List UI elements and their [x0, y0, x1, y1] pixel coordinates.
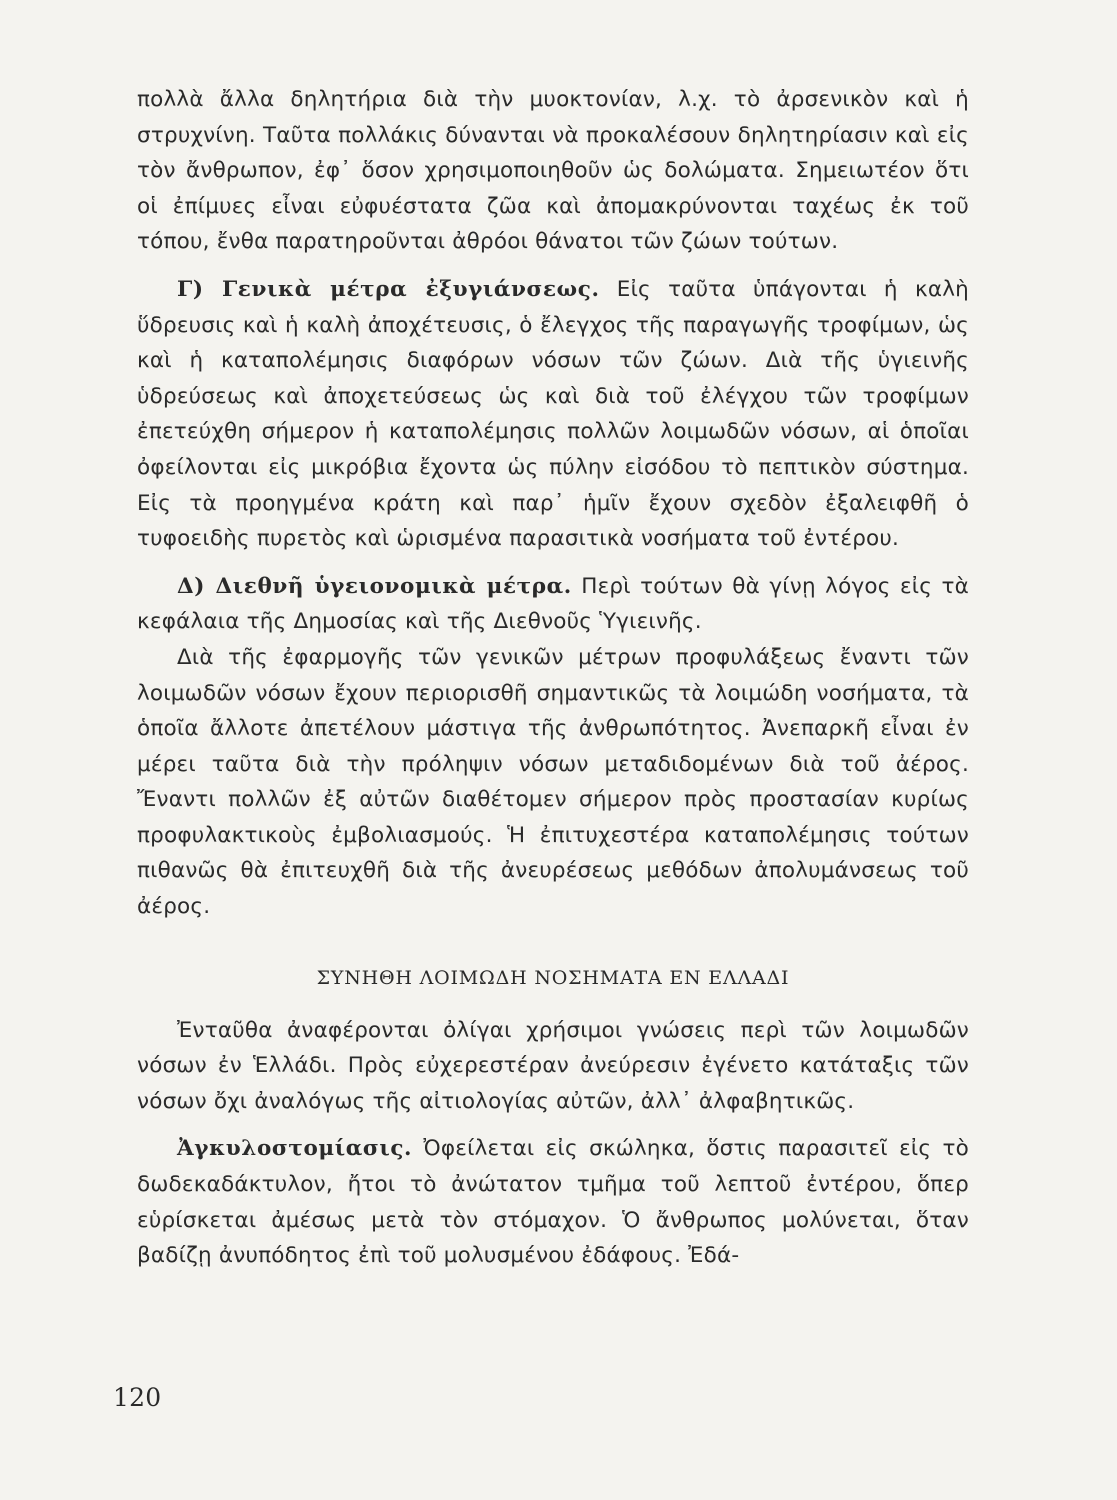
- section-title-general-sanitation: Γ) Γενικὰ μέτρα ἐξυγιάνσεως.: [177, 276, 600, 302]
- page-number: 120: [113, 1383, 162, 1412]
- section-text-international-measures: Περὶ τούτων θὰ γίνῃ λόγος εἰς τὰ κεφάλαια τῆς Δημοσίας καὶ τῆς Διεθνοῦς Ὑγιεινῆς.: [137, 573, 969, 635]
- section-text-general-sanitation: Εἰς ταῦτα ὑπάγονται ἡ καλὴ ὕδρευσις καὶ ἡ καλὴ ἀποχέτευσις, ὁ ἔλεγχος τῆς παραγωγῆς τροφίμων, ὡς καὶ ἡ καταπολέμησις διαφόρων νόσων τῶν ζώων. Διὰ τῆς ὑγιεινῆς ὑδρεύσεως καὶ ἀποχετεύσεως ὡς καὶ διὰ τοῦ ἐλέγχου τῶν τροφίμων ἐπετεύχθη σήμερον ἡ καταπολέμησις πολλῶν λοιμωδῶν νόσων, αἱ ὁποῖαι ὀφείλονται εἰς μικρόβια ἔχοντα ὡς πύλην εἰσόδου τὸ πεπτικὸν σύστημα. Εἰς τὰ προηγμένα κράτη καὶ παρ᾽ ἡμῖν ἔχουν σχεδὸν ἐξαλειφθῆ ὁ τυφοειδὴς πυρετὸς καὶ ὡρισμένα παρασιτικὰ νοσήματα τοῦ ἐντέρου.: [137, 276, 969, 552]
- paragraph-international-measures: [137, 569, 969, 640]
- paragraph-introduction: Ἐνταῦθα ἀναφέρονται ὀλίγαι χρήσιμοι γνώσεις περὶ τῶν λοιμωδῶν νόσων ἐν Ἑλλάδι. Πρὸς εὐχερεστέραν ἀνεύρεσιν ἐγένετο κατάταξις τῶν νόσων ὄχι ἀναλόγως τῆς αἰτιολογίας αὐτῶν, ἀλλ᾽ ἀλφαβητικῶς.: [137, 1017, 969, 1114]
- section-title-international-measures: Δ) Διεθνῆ ὑγειονομικὰ μέτρα.: [177, 573, 572, 599]
- paragraph-ankylostomiasis: [137, 1131, 969, 1273]
- chapter-heading: ΣΥΝΗΘΗ ΛΟΙΜΩΔΗ ΝΟΣΗΜΑΤΑ ΕΝ ΕΛΛΑΔΙ: [316, 966, 790, 989]
- paragraph-general-sanitation: [137, 272, 969, 557]
- section-title-ankylostomiasis: Ἀγκυλοστομίασις.: [177, 1136, 413, 1162]
- paragraph-rodenticides: πολλὰ ἄλλα δηλητήρια διὰ τὴν μυοκτονίαν, λ.χ. τὸ ἀρσενικὸν καὶ ἡ στρυχνίνη. Ταῦτα πολλάκις δύνανται νὰ προκαλέσουν δηλητηρίασιν καὶ εἰς τὸν ἄνθρωπον, ἐφ᾽ ὅσον χρησιμοποιηθοῦν ὡς δολώματα. Σημειωτέον ὅτι οἱ ἐπίμυες εἶναι εὐφυέστατα ζῶα καὶ ἀπομακρύνονται ταχέως ἐκ τοῦ τόπου, ἔνθα παρατηροῦνται ἀθρόοι θάνατοι τῶν ζώων τούτων.: [137, 87, 969, 255]
- section-text-ankylostomiasis: Ὀφείλεται εἰς σκώληκα, ὅστις παρασιτεῖ εἰς τὸ δωδεκαδάκτυλον, ἤτοι τὸ ἀνώτατον τμῆμα τοῦ λεπτοῦ ἐντέρου, ὅπερ εὑρίσκεται ἀμέσως μετὰ τὸν στόμαχον. Ὁ ἄνθρωπος μολύνεται, ὅταν βαδίζῃ ἀνυπόδητος ἐπὶ τοῦ μολυσμένου ἐδάφους. Ἐδά-: [137, 1136, 969, 1269]
- paragraph-general-measures-summary: Διὰ τῆς ἐφαρμογῆς τῶν γενικῶν μέτρων προφυλάξεως ἔναντι τῶν λοιμωδῶν νόσων ἔχουν περιορισθῆ σημαντικῶς τὰ λοιμώδη νοσήματα, τὰ ὁποῖα ἄλλοτε ἀπετέλουν μάστιγα τῆς ἀνθρωπότητος. Ἀνεπαρκῆ εἶναι ἐν μέρει ταῦτα διὰ τὴν πρόληψιν νόσων μεταδιδομένων διὰ τοῦ ἀέρος. Ἔναντι πολλῶν ἐξ αὐτῶν διαθέτομεν σήμερον πρὸς προστασίαν κυρίως προφυλακτικοὺς ἐμβολιασμούς. Ἡ ἐπιτυχεστέρα καταπολέμησις τούτων πιθανῶς θὰ ἐπιτευχθῆ διὰ τῆς ἀνευρέσεως μεθόδων ἀπολυμάνσεως τοῦ ἀέρος.: [137, 644, 969, 920]
